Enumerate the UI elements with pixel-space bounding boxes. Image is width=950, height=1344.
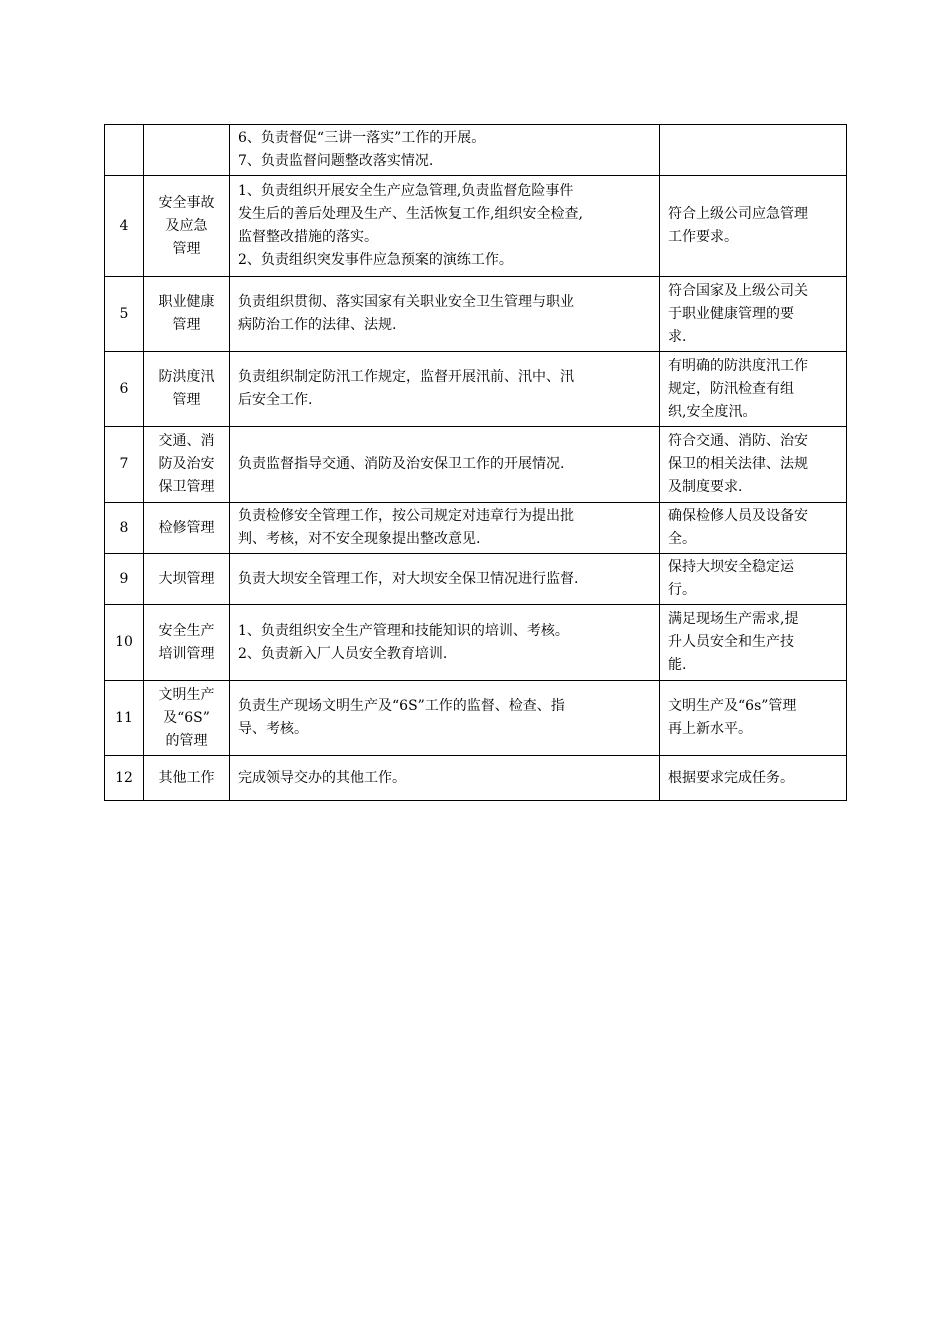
row-number-cell: 10 bbox=[105, 605, 144, 681]
row-number-cell: 8 bbox=[105, 503, 144, 554]
table-row bbox=[105, 125, 847, 176]
duty-content-cell bbox=[230, 503, 660, 554]
duty-content-cell-line: 监督整改措施的落实。 bbox=[238, 229, 378, 245]
table-row bbox=[105, 605, 847, 681]
standard-cell-line: 于职业健康管理的要 bbox=[668, 305, 794, 322]
safety-duty-table bbox=[104, 124, 847, 801]
duty-content-cell-line: 完成领导交办的其他工作。 bbox=[238, 769, 406, 786]
item-name-cell bbox=[144, 277, 230, 352]
duty-content-cell-line: 1、负责组织开展安全生产应急管理,负责监督危险事件 bbox=[238, 183, 574, 199]
standard-cell bbox=[660, 503, 847, 554]
standard-cell-line: 根据要求完成任务。 bbox=[668, 769, 794, 786]
standard-cell-line: 工作要求。 bbox=[668, 229, 738, 245]
duty-content-cell-line: 后安全工作. bbox=[238, 392, 313, 408]
standard-cell bbox=[660, 554, 847, 605]
row-number-cell: 7 bbox=[105, 427, 144, 503]
duty-content-cell bbox=[230, 125, 660, 176]
table-row bbox=[105, 176, 847, 277]
item-name-cell-line: 管理 bbox=[172, 317, 201, 333]
standard-cell bbox=[660, 352, 847, 427]
standard-cell-line: 满足现场生产需求,提 bbox=[668, 611, 799, 627]
standard-cell bbox=[660, 277, 847, 352]
item-name-cell-line: 检修管理 bbox=[158, 519, 215, 536]
duty-content-cell-line: 2、负责新入厂人员安全教育培训. bbox=[238, 645, 448, 662]
standard-cell bbox=[660, 427, 847, 503]
standard-cell-line: 保卫的相关法律、法规 bbox=[668, 456, 808, 472]
duty-content-cell bbox=[230, 277, 660, 352]
item-name-cell-line: 职业健康 bbox=[158, 294, 215, 310]
duty-content-cell-line: 判、考核，对不安全现象提出整改意见. bbox=[238, 531, 481, 547]
row-number-cell: 5 bbox=[105, 277, 144, 352]
standard-cell-line: 全。 bbox=[668, 531, 696, 547]
standard-cell-line: 及制度要求. bbox=[668, 479, 743, 495]
item-name-cell-line: 大坝管理 bbox=[158, 570, 215, 587]
standard-cell bbox=[660, 176, 847, 277]
duty-content-cell-line: 负责大坝安全管理工作，对大坝安全保卫情况进行监督. bbox=[238, 570, 579, 587]
duty-content-cell bbox=[230, 352, 660, 427]
standard-cell bbox=[660, 125, 847, 176]
row-number-cell: 6 bbox=[105, 352, 144, 427]
duty-content-cell-line: 发生后的善后处理及生产、生活恢复工作,组织安全检查, bbox=[238, 206, 583, 222]
standard-cell-line: 行。 bbox=[668, 582, 696, 598]
standard-cell-line: 规定，防汛检查有组 bbox=[668, 380, 794, 397]
row-number-cell: 9 bbox=[105, 554, 144, 605]
duty-content-cell-line: 6、负责督促“三讲一落实”工作的开展。 bbox=[238, 130, 486, 146]
duty-content-cell bbox=[230, 554, 660, 605]
table-row bbox=[105, 756, 847, 801]
standard-cell-line: 有明确的防洪度汛工作 bbox=[668, 357, 808, 374]
duty-content-cell-line: 导、考核。 bbox=[238, 721, 308, 737]
standard-cell-line: 文明生产及“6s”管理 bbox=[668, 698, 797, 714]
standard-cell-line: 能. bbox=[668, 657, 687, 673]
duty-content-cell-line: 2、负责组织突发事件应急预案的演练工作。 bbox=[238, 252, 513, 268]
duty-content-cell-line: 1、负责组织安全生产管理和技能知识的培训、考核。 bbox=[238, 622, 569, 639]
duty-content-cell-line: 负责检修安全管理工作，按公司规定对违章行为提出批 bbox=[238, 508, 574, 524]
standard-cell-line: 升人员安全和生产技 bbox=[668, 634, 794, 650]
item-name-cell bbox=[144, 125, 230, 176]
duty-content-cell-line: 7、负责监督问题整改落实情况. bbox=[238, 153, 434, 169]
row-number-cell: 11 bbox=[105, 681, 144, 756]
duty-content-cell bbox=[230, 756, 660, 801]
standard-cell-line: 确保检修人员及设备安 bbox=[668, 508, 808, 524]
standard-cell bbox=[660, 756, 847, 801]
duty-content-cell bbox=[230, 176, 660, 277]
duty-content-cell-line: 负责组织制定防汛工作规定，监督开展汛前、汛中、汛 bbox=[238, 369, 574, 385]
table-row bbox=[105, 554, 847, 605]
item-name-cell-line: 培训管理 bbox=[158, 645, 215, 662]
duty-content-cell-line: 负责生产现场文明生产及“6S”工作的监督、检查、指 bbox=[238, 698, 565, 714]
item-name-cell bbox=[144, 427, 230, 503]
item-name-cell bbox=[144, 605, 230, 681]
row-number-cell: 12 bbox=[105, 756, 144, 801]
standard-cell-line: 织,安全度汛。 bbox=[668, 403, 757, 420]
table-row bbox=[105, 277, 847, 352]
item-name-cell bbox=[144, 503, 230, 554]
standard-cell bbox=[660, 605, 847, 681]
duty-content-cell-line: 病防治工作的法律、法规. bbox=[238, 317, 397, 333]
standard-cell-line: 符合国家及上级公司关 bbox=[668, 282, 808, 299]
item-name-cell-line: 交通、消 bbox=[158, 433, 215, 449]
item-name-cell bbox=[144, 176, 230, 277]
row-number-cell bbox=[105, 125, 144, 176]
item-name-cell bbox=[144, 681, 230, 756]
table-row bbox=[105, 427, 847, 503]
item-name-cell-line: 防及治安 bbox=[158, 456, 215, 472]
item-name-cell bbox=[144, 352, 230, 427]
item-name-cell bbox=[144, 554, 230, 605]
item-name-cell-line: 管理 bbox=[172, 240, 201, 257]
standard-cell-line: 符合交通、消防、治安 bbox=[668, 433, 808, 449]
standard-cell-line: 保持大坝安全稳定运 bbox=[668, 559, 794, 575]
item-name-cell-line: 其他工作 bbox=[158, 769, 215, 786]
standard-cell-line: 符合上级公司应急管理 bbox=[668, 206, 808, 222]
table-row bbox=[105, 503, 847, 554]
item-name-cell-line: 及“6S” bbox=[163, 709, 210, 726]
table-body bbox=[105, 125, 847, 801]
item-name-cell-line: 安全生产 bbox=[158, 622, 215, 639]
item-name-cell-line: 安全事故 bbox=[158, 194, 215, 211]
item-name-cell-line: 及应急 bbox=[165, 217, 208, 234]
standard-cell-line: 再上新水平。 bbox=[668, 721, 752, 737]
standard-cell bbox=[660, 681, 847, 756]
item-name-cell-line: 管理 bbox=[172, 392, 201, 408]
standard-cell-line: 求. bbox=[668, 328, 687, 345]
table-row bbox=[105, 681, 847, 756]
duty-content-cell-line: 负责监督指导交通、消防及治安保卫工作的开展情况. bbox=[238, 456, 565, 472]
item-name-cell bbox=[144, 756, 230, 801]
item-name-cell-line: 的管理 bbox=[165, 732, 208, 749]
item-name-cell-line: 防洪度汛 bbox=[158, 369, 215, 385]
item-name-cell-line: 保卫管理 bbox=[158, 479, 215, 495]
duty-content-cell-line: 负责组织贯彻、落实国家有关职业安全卫生管理与职业 bbox=[238, 294, 574, 310]
item-name-cell-line: 文明生产 bbox=[158, 686, 215, 703]
row-number-cell: 4 bbox=[105, 176, 144, 277]
duty-content-cell bbox=[230, 681, 660, 756]
table-row bbox=[105, 352, 847, 427]
duty-content-cell bbox=[230, 427, 660, 503]
duty-content-cell bbox=[230, 605, 660, 681]
